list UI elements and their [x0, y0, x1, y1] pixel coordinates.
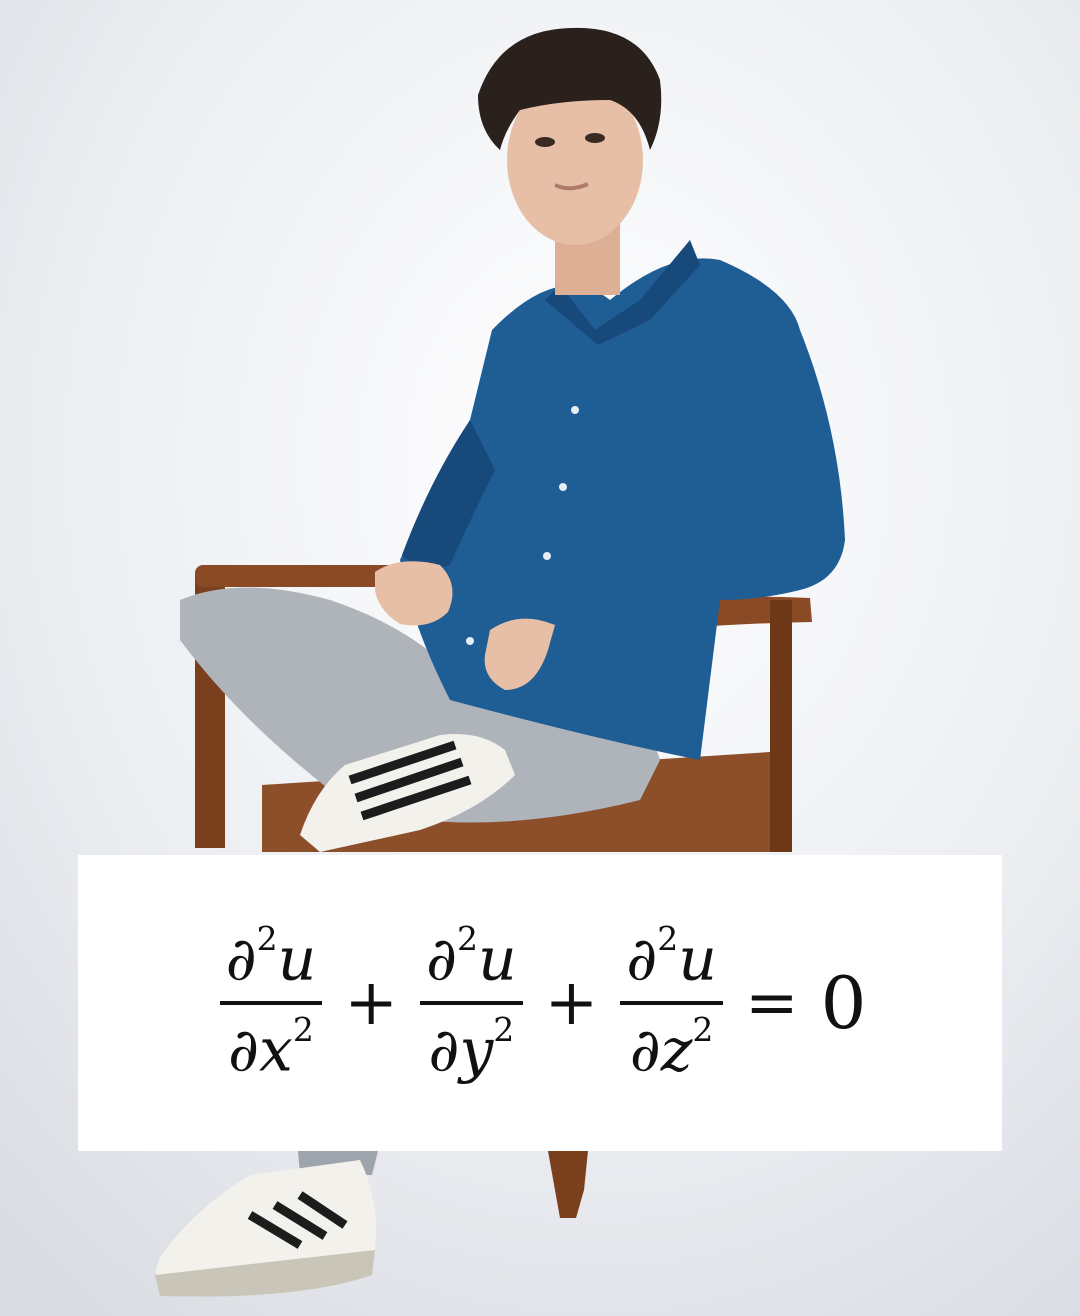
laplace-equation: [214, 920, 867, 1085]
numerator: ∂$^2$u: [225, 919, 317, 995]
numerator: ∂$^2$u: [425, 919, 517, 995]
fraction-bar: [420, 1001, 523, 1005]
denominator: $\partial z^2$: [629, 1010, 714, 1086]
shirt-button: [559, 483, 567, 491]
equals-sign: =: [744, 966, 799, 1040]
fraction-d2u-dz2: [620, 920, 723, 1085]
fraction-bar: [220, 1001, 323, 1005]
plus-sign: +: [544, 966, 599, 1040]
fraction-d2u-dy2: [420, 920, 523, 1085]
denominator: $\partial x^2$: [228, 1010, 314, 1086]
right-eye: [585, 133, 605, 143]
numerator: ∂$^2$u: [626, 919, 717, 995]
fraction-d2u-dx2: [220, 920, 323, 1085]
fraction-bar: [620, 1001, 723, 1005]
left-eye: [535, 137, 555, 147]
chair-back-rail: [195, 565, 405, 587]
equation-panel: [78, 855, 1002, 1151]
right-hand-side: 0: [820, 961, 867, 1045]
shirt-button: [466, 637, 474, 645]
chair-right-post: [770, 600, 792, 852]
shirt-button: [543, 552, 551, 560]
plus-sign: +: [344, 966, 398, 1040]
shirt-button: [571, 406, 579, 414]
denominator: $\partial y^2$: [428, 1010, 515, 1086]
